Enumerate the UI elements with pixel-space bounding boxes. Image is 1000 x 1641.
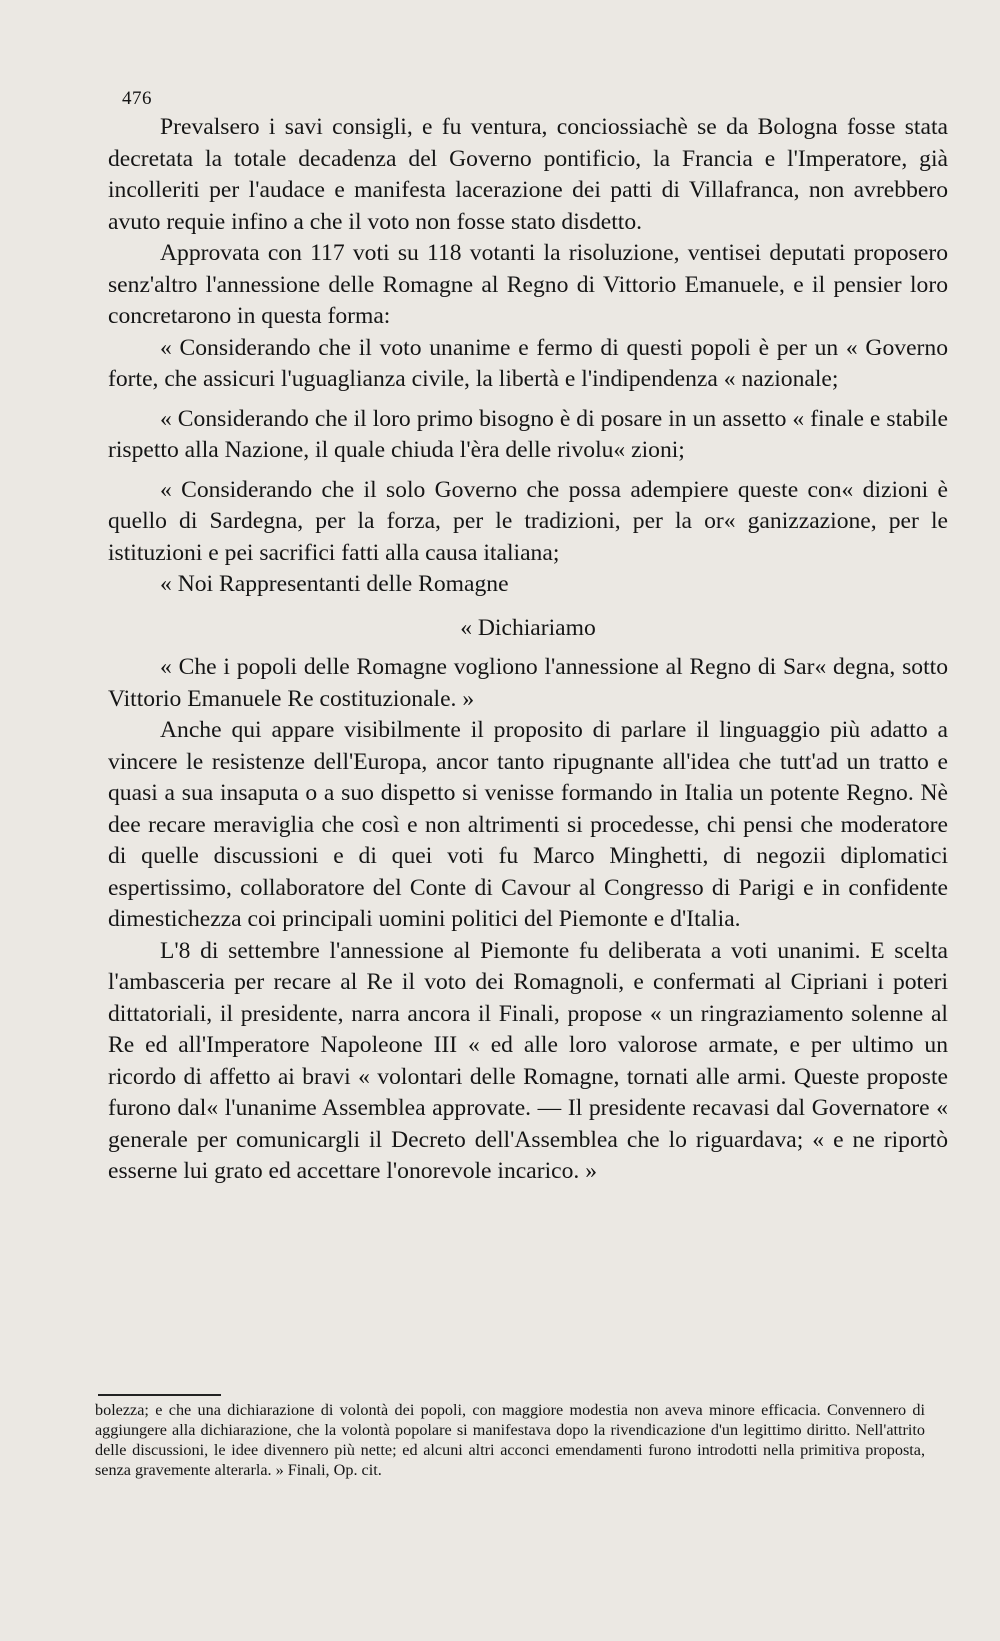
resolution-clause-2: « Considerando che il loro primo bisogno è di posare in un assetto « finale e stabile rispetto alla Nazione, il quale chiuda l'èra delle rivolu« zioni; — [108, 405, 948, 463]
paragraph-september: L'8 di settembre l'annessione al Piemonte fu deliberata a voti unanimi. E scelta l'ambasceria per recare al Re il voto dei Romagnoli, e confermati al Cipriani i poteri dittatoriali, il presidente, narra ancora il Finali, propose « un ringraziamento solenne al Re ed all'Imperatore Napoleone III « ed alle loro valorose armate, e per ultimo un ricordo di affetto ai bravi « volontari delle Romagne, tornati alle armi. Queste proposte furono dal« l'unanime Assemblea approvate. — Il presidente recavasi dal Governatore « generale per comunicargli il Decreto dell'Assemblea che lo riguardava; « e ne riportò esserne lui grato ed accettare l'onorevole incarico. » — [108, 937, 948, 1184]
resolution-declaration: « Che i popoli delle Romagne vogliono l'annessione al Regno di Sar« degna, sotto Vittorio Emanuele Re costituzionale. » — [108, 654, 948, 712]
paragraph-commentary: Anche qui appare visibilmente il proposito di parlare il linguaggio più adatto a vincere le resistenze dell'Europa, ancor tanto ripugnante all'idea che tutt'ad un tratto e quasi a sua insaputa o a suo dispetto si venisse formando in Italia un potente Regno. Nè dee recare meraviglia che così e non altrimenti si procedesse, chi pensi che moderatore di quelle discussioni e di quei voti fu Marco Minghetti, di negozii diplomatici espertissimo, collaboratore del Conte di Cavour al Congresso di Parigi e in confidente dimestichezza coi principali uomini politici del Piemonte e d'Italia. — [108, 717, 948, 932]
spacing — [108, 467, 948, 475]
page-number: 476 — [122, 88, 152, 109]
spacing — [108, 396, 948, 404]
resolution-heading: « Dichiariamo — [460, 614, 596, 641]
paragraph-1: Prevalsero i savi consigli, e fu ventura, conciossiachè se da Bologna fosse stata decretata la totale decadenza del Governo pontificio, la Francia e l'Imperatore, già incolleriti per l'audace e manifesta lacerazione dei patti di Villafranca, non avrebbero avuto requie infino a che il voto non fosse stato disdetto. — [108, 114, 948, 235]
footnote — [95, 1400, 925, 1480]
paragraph-2: Approvata con 117 voti su 118 votanti la risoluzione, ventisei deputati proposero senz'altro l'annessione delle Romagne al Regno di Vittorio Emanuele, e il pensier loro concretarono in questa forma: — [108, 240, 948, 329]
footnote-text: bolezza; e che una dichiarazione di volontà dei popoli, con maggiore modestia non aveva minore efficacia. Convennero di aggiungere alla dichiarazione, che la volontà popolare si manifestava dopo la rivendicazione d'un legittimo diritto. Nell'attrito delle discussioni, le idee divennero più nette; ed alcuni altri acconci emendamenti furono introdotti nella primitiva proposta, senza gravemente alterarla. » Finali, Op. cit. — [95, 1401, 925, 1479]
resolution-clause-1: « Considerando che il voto unanime e fermo di questi popoli è per un « Governo forte, che assicuri l'uguaglianza civile, la libertà e l'indipendenza « nazionale; — [108, 334, 948, 392]
main-text — [108, 112, 948, 1188]
footnote-divider — [98, 1394, 221, 1396]
resolution-representatives: « Noi Rappresentanti delle Romagne — [160, 571, 509, 597]
resolution-clause-3: « Considerando che il solo Governo che possa adempiere queste con« dizioni è quello di Sardegna, per la forza, per le tradizioni, per la or« ganizzazione, per le istituzioni e pei sacrifici fatti alla causa italiana; — [108, 476, 948, 566]
